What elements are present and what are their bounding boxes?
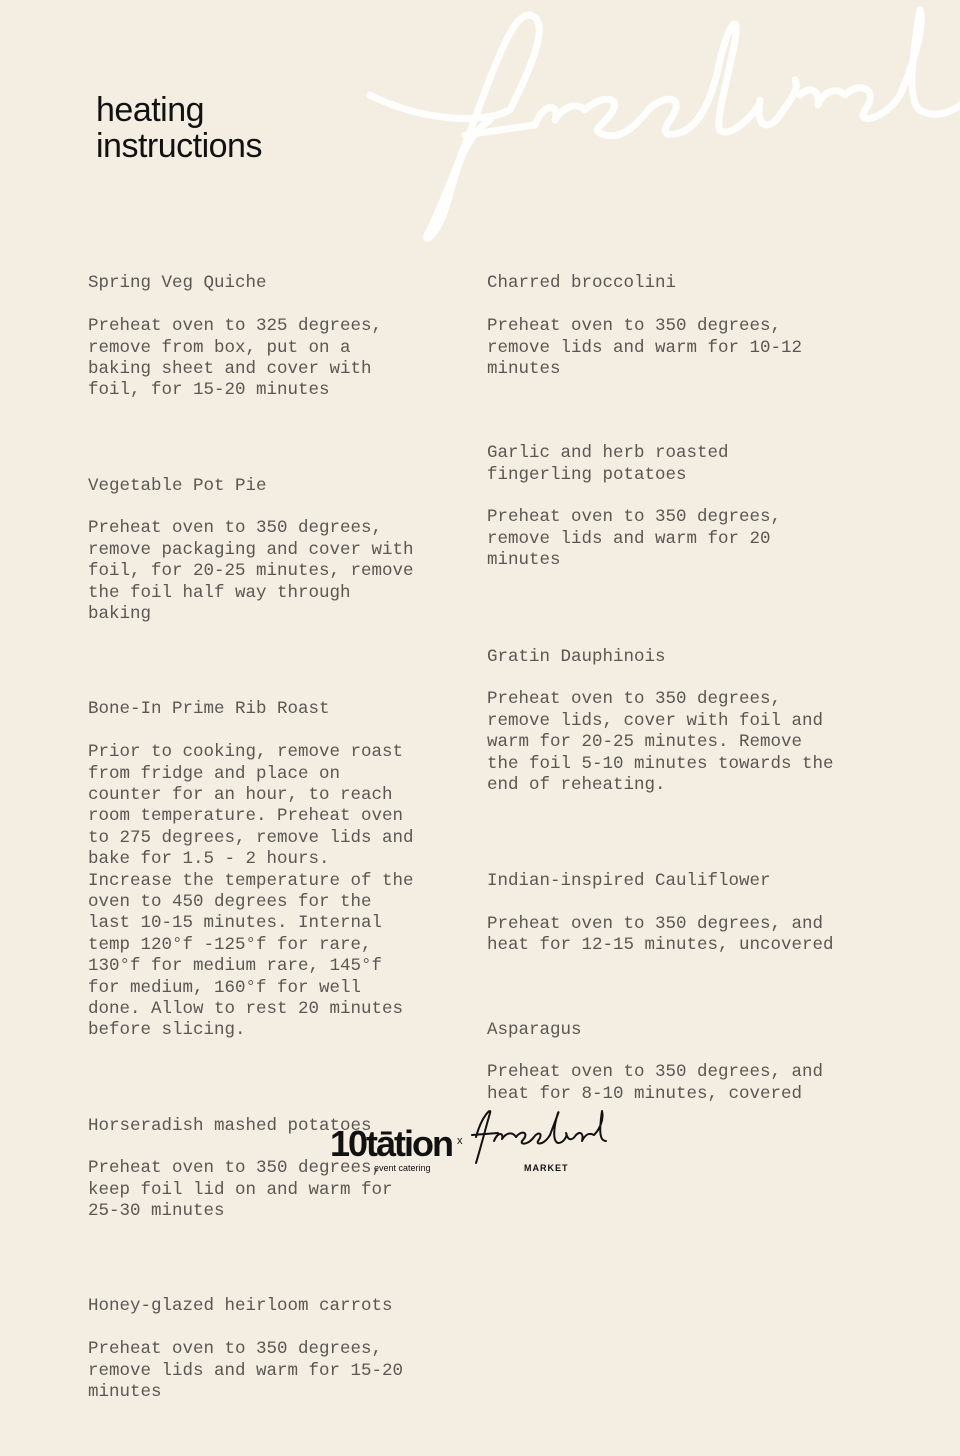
dish-name: Gratin Dauphinois: [487, 646, 666, 667]
instruction-item: [487, 625, 917, 818]
freebird-watermark-logo: [360, 0, 960, 250]
dish-instructions: Preheat oven to 325 degrees, remove from box, put on a baking sheet and cover with foil, for 15-20 minutes: [88, 316, 383, 401]
dish-instructions: Preheat oven to 350 degrees, remove packaging and cover with foil, for 20-25 minutes, remove the foil half way through baking: [88, 518, 414, 625]
instruction-item: [88, 1275, 468, 1425]
instruction-item: [88, 678, 468, 1063]
dish-name: Spring Veg Quiche: [88, 273, 267, 294]
dish-instructions: Preheat oven to 350 degrees, and heat for 12-15 minutes, uncovered: [487, 913, 834, 956]
freebird-logo: [468, 1105, 608, 1165]
right-column: [487, 252, 917, 1147]
dish-instructions: Preheat oven to 350 degrees, remove lids and warm for 20 minutes: [487, 507, 782, 571]
dish-name: Horseradish mashed potatoes: [88, 1115, 372, 1136]
dish-name: Charred broccolini: [487, 273, 677, 294]
instruction-item: [487, 422, 917, 593]
dish-name: Vegetable Pot Pie: [88, 475, 267, 496]
dish-name: Garlic and herb roasted fingerling potatoes: [487, 443, 729, 485]
freebird-market-label: MARKET: [524, 1163, 569, 1173]
10tation-logo: [330, 1123, 453, 1173]
dish-name: Bone-In Prime Rib Roast: [88, 699, 330, 720]
dish-name: Honey-glazed heirloom carrots: [88, 1296, 393, 1317]
dish-instructions: Preheat oven to 350 degrees, keep foil lid on and warm for 25-30 minutes: [88, 1158, 393, 1222]
dish-instructions: Preheat oven to 350 degrees, remove lids and warm for 15-20 minutes: [88, 1339, 404, 1403]
dish-name: Indian-inspired Cauliflower: [487, 871, 771, 892]
title-line-2: instructions: [96, 127, 262, 165]
instruction-item: [88, 252, 468, 423]
dish-instructions: Preheat oven to 350 degrees, and heat for 8-10 minutes, covered: [487, 1062, 824, 1104]
logo-separator: x: [457, 1135, 463, 1147]
dish-instructions: Preheat oven to 350 degrees, remove lids, cover with foil and warm for 20-25 minutes. Remove the foil 5-10 minutes towards the end of reheating.: [487, 689, 834, 795]
footer-logos: [330, 1105, 620, 1180]
page-title: [96, 92, 262, 164]
instruction-item: [487, 252, 917, 402]
title-line-1: heating: [96, 91, 205, 129]
dish-instructions: Preheat oven to 350 degrees, remove lids and warm for 10-12 minutes: [487, 316, 803, 380]
dish-instructions: Prior to cooking, remove roast from fridge and place on counter for an hour, to reach room temperature. Preheat oven to 275 degrees, remove lids and bake for 1.5 - 2 hours. Increase the temperature of the oven to 450 degrees for the last 10-15 minutes. Internal temp 120°f -125°f for rare, 130°f for medium rare, 145°f for medium, 160°f for well done. Allow to rest 20 minutes before slicing.: [88, 742, 414, 1041]
left-column: [88, 252, 468, 1456]
instruction-item: [487, 850, 917, 978]
dish-name: Asparagus: [487, 1019, 582, 1040]
instruction-item: [88, 454, 468, 647]
10tation-logo-text: 10tātion: [330, 1123, 453, 1164]
10tation-logo-subtitle: event catering: [374, 1163, 431, 1173]
